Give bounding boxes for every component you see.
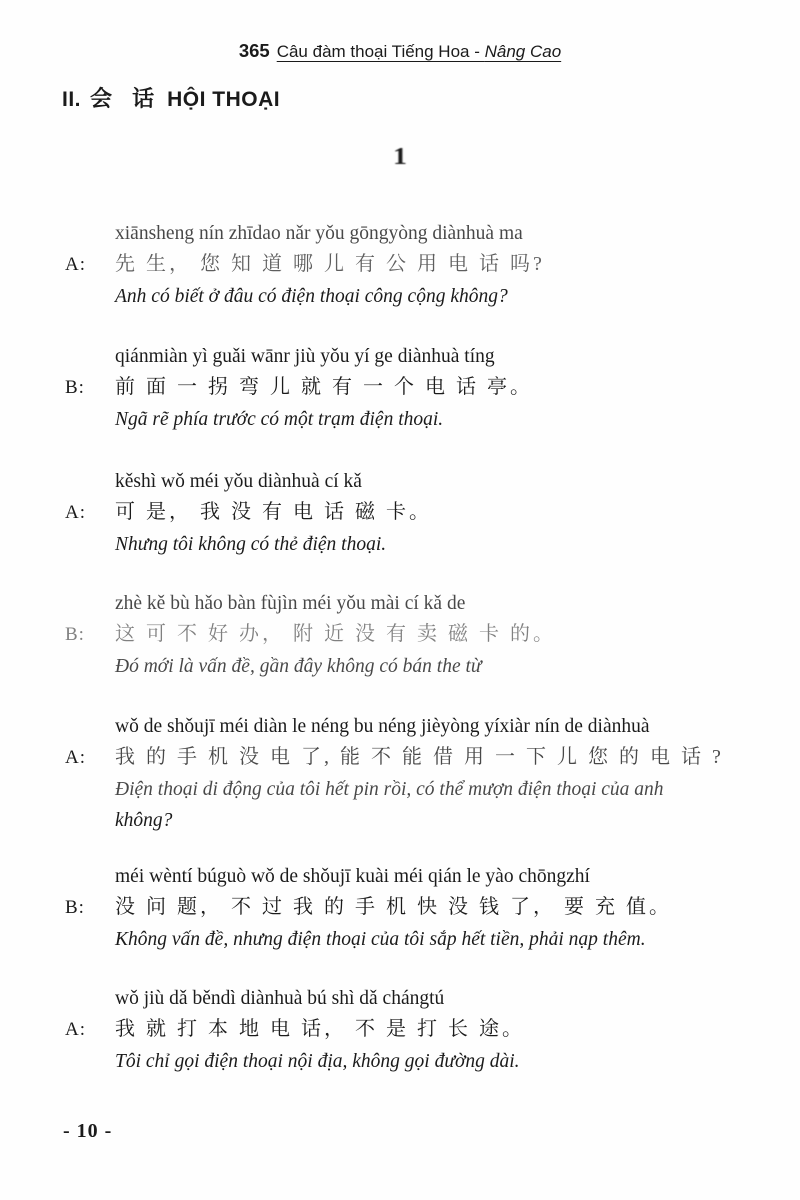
vietnamese-line: Không vấn đề, nhưng điện thoại của tôi sắp hết tiền, phải nạp thêm. bbox=[115, 929, 646, 950]
chinese-line: 先 生， 您 知 道 哪 儿 有 公 用 电 话 吗? bbox=[115, 253, 545, 275]
pinyin-line: wǒ de shǒujī méi diàn le néng bu néng jièyòng yíxiàr nín de diànhuà bbox=[115, 716, 650, 737]
chinese-line: 没 问 题， 不 过 我 的 手 机 快 没 钱 了， 要 充 值。 bbox=[115, 896, 672, 918]
pinyin-line: zhè kě bù hǎo bàn fùjìn méi yǒu mài cí kǎ de bbox=[115, 593, 466, 614]
speaker-label: A: bbox=[65, 1019, 86, 1040]
section-numeral: II. bbox=[62, 88, 82, 111]
section-chinese: 会 话 bbox=[90, 86, 162, 111]
vietnamese-line: Đó mới là vấn đề, gần đây không có bán the từ bbox=[115, 656, 482, 677]
running-head bbox=[0, 40, 800, 62]
speaker-label: A: bbox=[65, 254, 86, 275]
vietnamese-line: Ngã rẽ phía trước có một trạm điện thoại. bbox=[115, 409, 444, 430]
book-title-text: Câu đàm thoại Tiếng Hoa - bbox=[276, 42, 485, 61]
chinese-line: 这 可 不 好 办， 附 近 没 有 卖 磁 卡 的。 bbox=[115, 623, 556, 645]
vietnamese-line-2: không? bbox=[115, 810, 173, 831]
chinese-line: 我 就 打 本 地 电 话， 不 是 打 长 途。 bbox=[115, 1018, 525, 1040]
vietnamese-line: Điện thoại di động của tôi hết pin rồi, có thể mượn điện thoại của anh bbox=[115, 779, 664, 800]
speaker-label: A: bbox=[65, 747, 86, 768]
pinyin-line: qiánmiàn yì guǎi wānr jiù yǒu yí ge diànhuà tíng bbox=[115, 346, 495, 367]
page-number: - 10 - bbox=[63, 1120, 113, 1142]
dialogue-number: 1 bbox=[393, 144, 407, 170]
dialogue-exchange-6 bbox=[0, 861, 760, 955]
chinese-line: 我 的 手 机 没 电 了, 能 不 能 借 用 一 下 儿 您 的 电 话 ? bbox=[115, 746, 724, 768]
vietnamese-line: Anh có biết ở đâu có điện thoại công cộng không? bbox=[115, 286, 508, 307]
book-title bbox=[277, 42, 561, 61]
book-number: 365 bbox=[238, 40, 270, 61]
dialogue-exchange-2 bbox=[0, 341, 760, 435]
speaker-label: B: bbox=[65, 897, 85, 918]
pinyin-line: wǒ jiù dǎ běndì diànhuà bú shì dǎ chángtú bbox=[115, 988, 445, 1009]
dialogue-exchange-5 bbox=[0, 711, 760, 836]
speaker-label: A: bbox=[65, 502, 86, 523]
vietnamese-line: Tôi chỉ gọi điện thoại nội địa, không gọi đường dài. bbox=[115, 1051, 520, 1072]
section-title: HỘI THOẠI bbox=[167, 88, 281, 111]
speaker-label: B: bbox=[65, 377, 85, 398]
book-subtitle: Nâng Cao bbox=[484, 42, 562, 61]
dialogue-exchange-7 bbox=[0, 983, 760, 1077]
chinese-line: 前 面 一 拐 弯 儿 就 有 一 个 电 话 亭。 bbox=[115, 376, 533, 398]
section-heading bbox=[62, 82, 280, 113]
chinese-line: 可 是， 我 没 有 电 话 磁 卡。 bbox=[115, 501, 432, 523]
pinyin-line: kěshì wǒ méi yǒu diànhuà cí kǎ bbox=[115, 471, 362, 492]
pinyin-line: méi wèntí búguò wǒ de shǒujī kuài méi qián le yào chōngzhí bbox=[115, 866, 590, 887]
dialogue-exchange-1 bbox=[0, 218, 760, 312]
vietnamese-line: Nhưng tôi không có thẻ điện thoại. bbox=[115, 534, 387, 555]
pinyin-line: xiānsheng nín zhīdao nǎr yǒu gōngyòng diànhuà ma bbox=[115, 223, 523, 244]
dialogue-exchange-3 bbox=[0, 466, 760, 560]
speaker-label: B: bbox=[65, 624, 85, 645]
dialogue-exchange-4 bbox=[0, 588, 760, 682]
